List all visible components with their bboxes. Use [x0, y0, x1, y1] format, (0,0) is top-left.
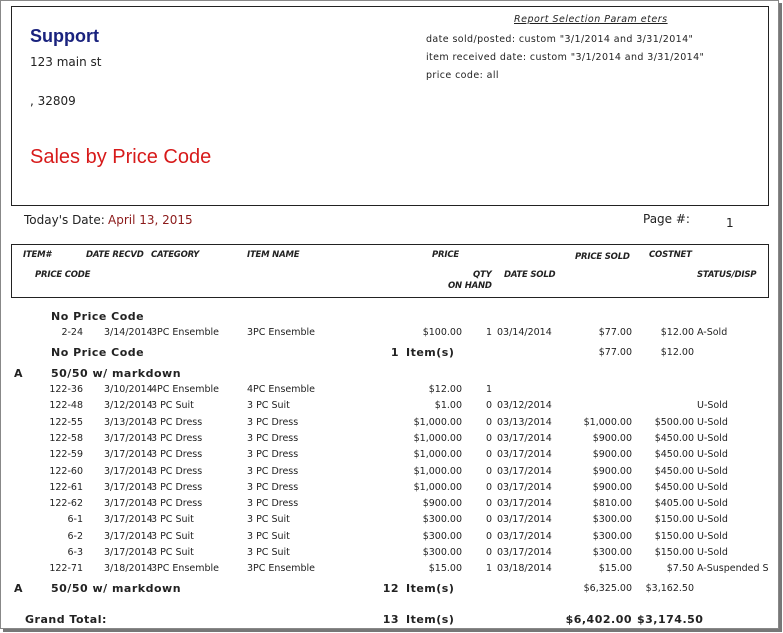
price-sold: $300.00	[592, 530, 632, 542]
group-total-cost: $3,162.50	[645, 583, 694, 594]
category: 3PC Ensemble	[151, 563, 220, 575]
col-price-code: PRICE CODE	[35, 270, 91, 280]
category: 3 PC Dress	[151, 498, 203, 510]
status: U-Sold	[697, 498, 728, 510]
cost-net: $450.00	[654, 449, 694, 461]
category: 3 PC Suit	[151, 400, 194, 412]
page-number-value: 1	[726, 216, 734, 230]
item-number: 2-24	[61, 327, 83, 338]
status: A-Suspended S	[697, 563, 769, 575]
item-name: 3 PC Dress	[247, 449, 299, 461]
col-item: ITEM#	[23, 250, 52, 260]
group-total-label: No Price Code	[51, 346, 145, 359]
price: $300.00	[422, 547, 462, 558]
status: U-Sold	[697, 481, 728, 493]
item-number: 122-61	[49, 481, 83, 493]
col-qty: QTY	[473, 270, 492, 280]
grand-total-label: Grand Total:	[25, 613, 107, 626]
param-date-sold: date sold/posted: custom "3/1/2014 and 3/31/2014"	[426, 34, 694, 45]
qty: 0	[485, 416, 492, 428]
status: U-Sold	[697, 514, 728, 526]
status: U-Sold	[697, 449, 728, 461]
status: A-Sold	[697, 327, 728, 338]
col-date-recvd: DATE RECVD	[86, 250, 144, 260]
date-received: 3/12/2014	[104, 400, 153, 412]
cost-net: $150.00	[654, 530, 694, 542]
price-sold: $810.00	[592, 498, 632, 510]
price-sold: $300.00	[592, 514, 632, 526]
qty: 0	[485, 449, 492, 461]
cost-net: $450.00	[654, 465, 694, 477]
group-total-price-sold: $6,325.00	[583, 583, 632, 594]
today-date-label: Today's Date:	[24, 213, 105, 227]
date-sold: 03/17/2014	[497, 530, 552, 542]
cost-net: $405.00	[654, 498, 694, 510]
price: $1,000.00	[413, 481, 462, 493]
status: U-Sold	[697, 416, 728, 428]
cost-net: $150.00	[654, 547, 694, 558]
date-received: 3/17/2014	[104, 465, 153, 477]
param-price-code: price code: all	[426, 70, 499, 81]
qty: 0	[485, 400, 492, 412]
group-heading: 50/50 w/ markdown	[51, 367, 182, 380]
cost-net: $450.00	[654, 481, 694, 493]
param-item-received: item received date: custom "3/1/2014 and 3/31/2014"	[426, 52, 705, 63]
col-price-sold: PRICE SOLD	[575, 252, 630, 262]
date-sold: 03/18/2014	[497, 563, 552, 575]
item-number: 122-62	[49, 498, 83, 510]
item-name: 3 PC Dress	[247, 432, 299, 444]
price-sold: $900.00	[592, 449, 632, 461]
category: 3 PC Suit	[151, 514, 194, 526]
item-name: 3PC Ensemble	[247, 327, 316, 338]
item-number: 6-3	[67, 547, 83, 558]
group-total-items-label: Item(s)	[406, 582, 455, 595]
item-number: 6-2	[67, 530, 83, 542]
group-total-count: 1	[390, 346, 399, 359]
group-code: A	[14, 367, 24, 380]
params-title: Report Selection Param eters	[514, 14, 668, 25]
item-name: 3 PC Suit	[247, 514, 290, 526]
col-date-sold: DATE SOLD	[504, 270, 556, 280]
status: U-Sold	[697, 465, 728, 477]
date-received: 3/17/2014	[104, 530, 153, 542]
category: 4PC Ensemble	[151, 384, 220, 395]
qty: 1	[485, 563, 492, 575]
address-line-1: 123 main st	[30, 55, 102, 69]
report-header-box	[11, 6, 769, 206]
category: 3 PC Dress	[151, 449, 203, 461]
price: $1,000.00	[413, 465, 462, 477]
price: $300.00	[422, 514, 462, 526]
price: $100.00	[422, 327, 462, 338]
category: 3 PC Dress	[151, 481, 203, 493]
price-sold: $900.00	[592, 465, 632, 477]
category: 3PC Ensemble	[151, 327, 220, 338]
date-sold: 03/17/2014	[497, 481, 552, 493]
date-received: 3/17/2014	[104, 432, 153, 444]
date-sold: 03/17/2014	[497, 514, 552, 526]
column-header-box	[11, 244, 769, 298]
col-item-name: ITEM NAME	[247, 250, 300, 260]
category: 3 PC Dress	[151, 465, 203, 477]
date-received: 3/10/2014	[104, 384, 153, 395]
price: $300.00	[422, 530, 462, 542]
item-number: 6-1	[67, 514, 83, 526]
group-total-count: 12	[382, 582, 399, 595]
item-name: 3 PC Dress	[247, 416, 299, 428]
date-sold: 03/17/2014	[497, 547, 552, 558]
status: U-Sold	[697, 432, 728, 444]
today-date-value: April 13, 2015	[108, 213, 193, 227]
status: U-Sold	[697, 547, 728, 558]
category: 3 PC Suit	[151, 547, 194, 558]
item-name: 3PC Ensemble	[247, 563, 316, 575]
price: $900.00	[422, 498, 462, 510]
qty: 1	[485, 384, 492, 395]
col-price: PRICE	[432, 250, 459, 260]
item-number: 122-36	[49, 384, 83, 395]
item-name: 3 PC Suit	[247, 530, 290, 542]
report-title: Sales by Price Code	[30, 146, 212, 168]
address-line-2: , 32809	[30, 94, 76, 108]
grand-total-count: 13	[382, 613, 399, 626]
date-sold: 03/12/2014	[497, 400, 552, 412]
status: U-Sold	[697, 400, 728, 412]
grand-total-cost: $3,174.50	[637, 613, 704, 626]
qty: 0	[485, 432, 492, 444]
item-name: 3 PC Dress	[247, 465, 299, 477]
date-sold: 03/13/2014	[497, 416, 552, 428]
qty: 0	[485, 530, 492, 542]
date-sold: 03/17/2014	[497, 498, 552, 510]
date-received: 3/17/2014	[104, 449, 153, 461]
qty: 1	[485, 327, 492, 338]
price-sold: $15.00	[598, 563, 632, 575]
cost-net: $450.00	[654, 432, 694, 444]
category: 3 PC Dress	[151, 432, 203, 444]
item-name: 3 PC Suit	[247, 400, 290, 412]
grand-total-items-label: Item(s)	[406, 613, 455, 626]
item-number: 122-55	[49, 416, 83, 428]
col-on-hand: ON HAND	[448, 281, 492, 291]
item-number: 122-71	[49, 563, 83, 575]
group-total-code: A	[14, 582, 24, 595]
price-sold: $1,000.00	[583, 416, 632, 428]
date-sold: 03/17/2014	[497, 432, 552, 444]
cost-net: $12.00	[660, 327, 694, 338]
grand-total-price-sold: $6,402.00	[565, 613, 632, 626]
price: $12.00	[428, 384, 462, 395]
date-received: 3/18/2014	[104, 563, 153, 575]
price: $15.00	[428, 563, 462, 575]
item-number: 122-59	[49, 449, 83, 461]
cost-net: $500.00	[654, 416, 694, 428]
date-sold: 03/17/2014	[497, 465, 552, 477]
group-total-label: 50/50 w/ markdown	[51, 582, 182, 595]
date-sold: 03/17/2014	[497, 449, 552, 461]
price-sold: $77.00	[598, 327, 632, 338]
date-received: 3/14/2014	[104, 327, 153, 338]
item-name: 3 PC Suit	[247, 547, 290, 558]
price: $1,000.00	[413, 416, 462, 428]
date-sold: 03/14/2014	[497, 327, 552, 338]
item-name: 3 PC Dress	[247, 498, 299, 510]
cost-net: $7.50	[666, 563, 694, 575]
category: 3 PC Suit	[151, 530, 194, 542]
item-number: 122-58	[49, 432, 83, 444]
category: 3 PC Dress	[151, 416, 203, 428]
price-sold: $900.00	[592, 481, 632, 493]
group-total-price-sold: $77.00	[598, 347, 632, 358]
qty: 0	[485, 498, 492, 510]
cost-net: $150.00	[654, 514, 694, 526]
qty: 0	[485, 514, 492, 526]
date-received: 3/17/2014	[104, 481, 153, 493]
page-number-label: Page #:	[643, 212, 690, 226]
company-name: Support	[30, 26, 99, 46]
price-sold: $900.00	[592, 432, 632, 444]
group-heading: No Price Code	[51, 310, 145, 323]
col-status: STATUS/DISP	[697, 270, 757, 280]
price-sold: $300.00	[592, 547, 632, 558]
qty: 0	[485, 547, 492, 558]
status: U-Sold	[697, 530, 728, 542]
date-received: 3/17/2014	[104, 547, 153, 558]
item-name: 4PC Ensemble	[247, 384, 316, 395]
item-number: 122-48	[49, 400, 83, 412]
item-name: 3 PC Dress	[247, 481, 299, 493]
item-number: 122-60	[49, 465, 83, 477]
qty: 0	[485, 465, 492, 477]
date-received: 3/13/2014	[104, 416, 153, 428]
date-received: 3/17/2014	[104, 498, 153, 510]
group-total-items-label: Item(s)	[406, 346, 455, 359]
group-total-cost: $12.00	[660, 347, 694, 358]
col-category: CATEGORY	[151, 250, 200, 260]
col-costnet: COSTNET	[649, 250, 692, 260]
price: $1.00	[434, 400, 462, 412]
qty: 0	[485, 481, 492, 493]
price: $1,000.00	[413, 449, 462, 461]
price: $1,000.00	[413, 432, 462, 444]
date-received: 3/17/2014	[104, 514, 153, 526]
